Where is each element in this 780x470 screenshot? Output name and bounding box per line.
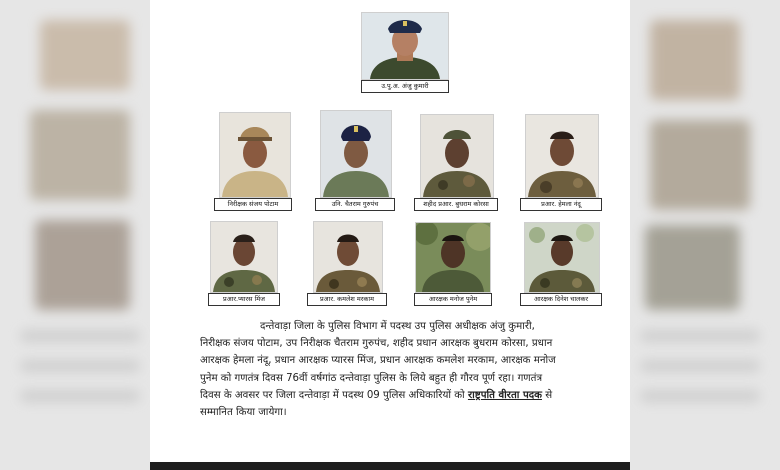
gallantry-medal-highlight: राष्ट्रपति वीरता पदक: [467, 389, 542, 401]
officer-photo: [219, 112, 291, 198]
officer-photo: [524, 222, 600, 293]
paragraph-line: [200, 387, 598, 404]
officer-card: [414, 222, 492, 309]
officer-caption: प्रआर.प्यारस मिंज: [208, 293, 280, 306]
officer-photo: [320, 110, 392, 198]
officer-photo: [525, 114, 599, 198]
officer-caption: प्रआर. हेमला नंदू: [520, 198, 602, 211]
officer-caption: प्रआर. कमलेश मरकाम: [307, 293, 387, 306]
paragraph-line: पुनेम को गणतंत्र दिवस 76वीं वर्षगांठ दन्तेवाड़ा पुलिस के लिये बहुत ही गौरव पूर्ण रहा। गणतंत्र: [200, 372, 543, 384]
officer-card-top: [361, 12, 449, 98]
officer-card: [414, 114, 498, 214]
officer-caption: आरक्षक दिनेश चालकर: [520, 293, 602, 306]
paragraph-line: सम्मानित किया जायेगा।: [200, 407, 287, 419]
officer-card: [214, 112, 292, 214]
officer-caption: उ.पु.अ. अंजु कुमारी: [361, 80, 449, 93]
paragraph-text: दिवस के अवसर पर जिला दन्तेवाड़ा में पदस्थ 09 पुलिस अधिकारियों को: [200, 389, 465, 401]
blurred-background-right: [630, 0, 780, 470]
paragraph-line: निरीक्षक संजय पोटाम, उप निरीक्षक चैतराम गुरुपंच, शहीद प्रधान आरक्षक बुधराम कोरसा, प्रधान: [200, 338, 553, 350]
officer-photo: [361, 12, 449, 80]
officer-card: [208, 221, 280, 309]
officer-card: [315, 110, 395, 214]
officer-photo: [313, 221, 383, 293]
officer-card: [520, 222, 602, 309]
officer-caption: शहीद प्रआर. बुधराम कोरसा: [414, 198, 498, 211]
paragraph-text: से: [545, 389, 553, 401]
paragraph-line: दन्तेवाड़ा जिला के पुलिस विभाग में पदस्थ उप पुलिस अधीक्षक अंजु कुमारी,: [260, 321, 535, 332]
officer-caption: आरक्षक मनोज पुनेम: [414, 293, 492, 306]
blurred-background-left: [0, 0, 150, 470]
officer-photo: [210, 221, 278, 293]
bottom-divider: [150, 462, 630, 470]
officer-card: [520, 114, 602, 214]
press-note-paragraph: [200, 318, 598, 421]
officer-photo: [415, 222, 491, 293]
officer-caption: उनि. चैतराम गुरुपंच: [315, 198, 395, 211]
officer-photo: [420, 114, 494, 198]
officer-card: [307, 221, 387, 309]
officer-caption: निरीक्षक संजय पोटाम: [214, 198, 292, 211]
paragraph-line: आरक्षक हेमला नंदू, प्रधान आरक्षक प्यारस मिंज, प्रधान आरक्षक कमलेश मरकाम, आरक्षक मनोज: [200, 355, 556, 367]
